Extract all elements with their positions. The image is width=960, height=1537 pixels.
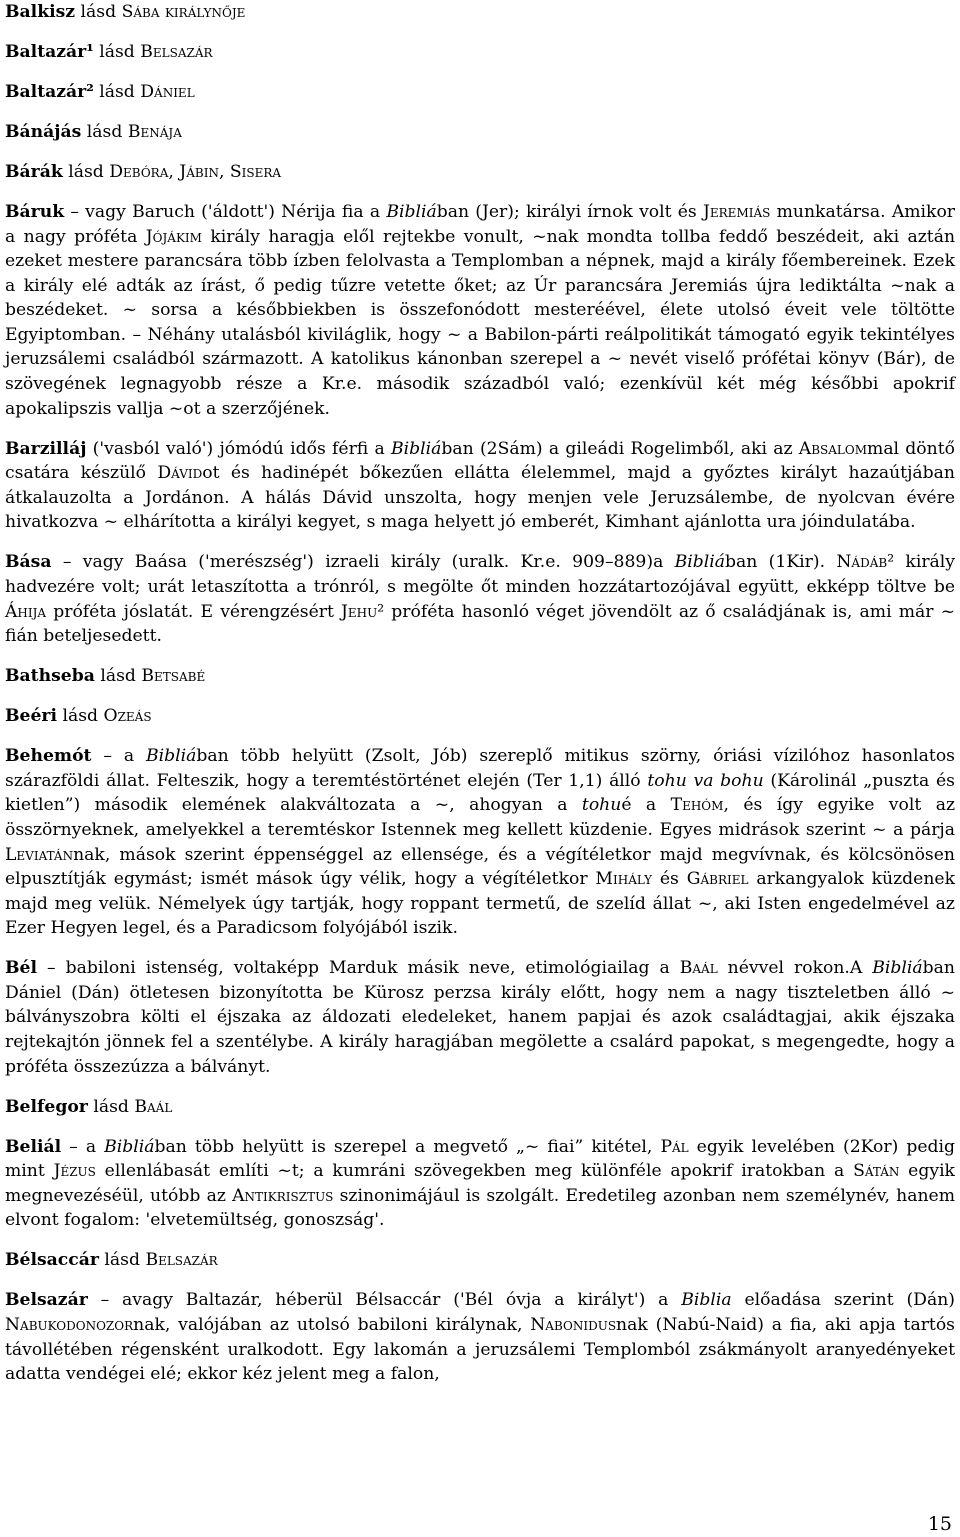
cross-reference: Jehu² (341, 601, 385, 622)
dictionary-entry (5, 1288, 955, 1386)
entry-text: , (218, 161, 230, 182)
cross-reference: Nabukodonozor (5, 1314, 134, 1335)
dictionary-entry (5, 80, 955, 105)
entry-text: lásd (94, 666, 142, 687)
entry-headword: Baltazár¹ (5, 41, 94, 62)
entry-text: lásd (98, 1250, 146, 1271)
italic-text: Biblia (681, 1290, 732, 1311)
entry-text: király hadvezére volt; urát letaszította a trónról, s megölte őt minden hozzátartozójával együtt, ekképp töltve be (5, 552, 956, 598)
entry-text: ban (2Sám) a gileádi Rogelimből, aki az (441, 438, 799, 459)
dictionary-entry (5, 744, 955, 941)
entry-text: lásd (93, 41, 141, 62)
cross-reference: Dániel (140, 81, 195, 102)
entry-text: ban (1Kir). (725, 552, 837, 573)
italic-text: Bibliá (145, 746, 197, 767)
entry-text: munkatársa. Amikor a nagy próféta (5, 201, 956, 247)
entry-headword: Behemót (5, 746, 92, 767)
entry-headword: Bása (5, 552, 52, 573)
cross-reference: Nádáb² (836, 552, 895, 573)
entry-text: lásd (93, 81, 141, 102)
entry-text: (Károlinál „puszta és kietlen”) második elemének alakváltozata a ~, ahogyan a (5, 770, 955, 816)
entry-text: mal döntő csatára készülő (5, 438, 955, 484)
italic-text: Bibliá (391, 438, 442, 459)
italic-text: Bibliá (674, 552, 726, 573)
cross-reference: Leviatán (5, 844, 74, 865)
entry-text: ban több helyütt is szerepel a megvető „~ fiai” kitétel, (154, 1136, 661, 1157)
italic-text: Bibliá (386, 201, 437, 222)
entry-text: – vagy Baruch ('áldott') Nérija fia a (64, 201, 387, 222)
entry-text: ot és hadinépét bőkezűen ellátta élelemmel, majd a győztes királyt hazaútjában átkalauzolta a Jordánon. A hálás Dávid unszolta, hogy menjen vele Jeruzsálembe, de nyolcvan évére hivatkozva ~ elhárította a királyi kegyet, s maga helyett jó emberét, Kimhant ajánlotta ura jóindulatába. (5, 463, 955, 533)
entry-text: névvel rokon.A (717, 958, 873, 979)
cross-reference: Jézus (53, 1161, 96, 1182)
entry-text: nak, mások szerint éppenséggel az ellensége, és a végítéletkor majd megvívnak, és kölcsönösen elpusztítják egymást; ismét mások úgy vélik, hogy a végítéletkor (5, 844, 955, 890)
entry-text: ban több helyütt (Zsolt, Jób) szereplő mitikus szörny, óriási vízilóhoz hasonlatos szárazföldi állat. Felteszik, hogy a teremtéstörténet elején (Ter 1,1) álló (5, 746, 955, 791)
cross-reference: Debóra (109, 161, 169, 182)
cross-reference: Belsazár (145, 1250, 218, 1271)
entry-headword: Baltazár² (5, 81, 94, 102)
cross-reference: Antikrisztus (232, 1185, 334, 1206)
entry-text: próféta hasonló véget jövendölt az ő családjának is, ami már ~ fián beteljesedett. (5, 601, 955, 647)
entry-text: nak (Nabú-Naid) a fia, aki apja tartós távollétében régensként uralkodott. Egy lakomán a jeruzsálemi Templomból zsákmányolt aranyedényeket adatta vendégei elé; ekkor kéz jelent meg a falon, (5, 1314, 955, 1385)
cross-reference: Absalom (798, 438, 868, 459)
cross-reference: Dávid (157, 463, 203, 484)
entry-text: ellenlábasát említi ~t; a kumráni szövegekben meg különféle apokrif iratokban a (95, 1161, 854, 1182)
entry-headword: Bélsaccár (5, 1250, 99, 1271)
entry-text: ('vasból való') jómódú idős férfi a (86, 438, 391, 459)
entry-headword: Báruk (5, 201, 65, 222)
cross-reference: Áhija (5, 601, 47, 622)
dictionary-entry (5, 956, 955, 1079)
dictionary-entry (5, 550, 955, 648)
entry-text: szinonimájául is szolgált. Eredetileg azonban nem személynév, hanem elvont fogalom: 'elvetemültség, gonoszság'. (5, 1185, 955, 1231)
cross-reference: Jeremiás (703, 201, 771, 222)
dictionary-entry (5, 437, 955, 535)
dictionary-entry (5, 0, 955, 25)
cross-reference: Benája (127, 121, 182, 142)
entry-text: nak, valójában az utolsó babiloni királynak, (133, 1314, 531, 1335)
cross-reference: Jójákim (145, 226, 202, 247)
cross-reference: Sátán (853, 1161, 900, 1182)
italic-text: tohu (581, 795, 622, 816)
dictionary-entry (5, 40, 955, 65)
page-number: 15 (927, 1513, 952, 1535)
entry-text: lásd (75, 2, 122, 22)
italic-text: Bibliá (104, 1136, 155, 1157)
cross-reference: Betsabé (141, 666, 206, 687)
entry-text: lásd (87, 1096, 135, 1117)
entry-text: ban Dániel (Dán) ötletesen bizonyította be Kürosz perzsa király előtt, hogy nem a nagy tiszteletben álló ~ bálványszobra költi el éjszaka az áldozati eledeleket, hanem papjai és azok családtagjai, akik éjszaka rejtekajtón jönnek fel a szentélybe. A király haragjában megölette a csalárd papokat, s megengedte, hogy a próféta összezúzza a bálványt. (5, 958, 955, 1077)
cross-reference: Nabonidus (530, 1314, 617, 1335)
cross-reference: Gábriel (686, 869, 749, 890)
entry-headword: Barzilláj (5, 438, 87, 459)
entry-headword: Balkisz (5, 2, 76, 22)
entry-text: – vagy Baása ('merészség') izraeli király (uralk. Kr.e. 909–889)a (51, 552, 675, 573)
cross-reference: Baál (134, 1096, 173, 1117)
entry-text: király haragja elől rejtekbe vonult, ~nak mondta tollba feddő beszédeit, aki aztán ezeket mestere parancsára több ízben felolvasta a Templomban a népnek, majd a király főembereinek. Ezek a király elé adták az írást, ő pedig tűzre vetette őket; az Úr parancsára Jeremiás újra lediktálta ~nak a beszédeket. ~ sorsa a későbbiekben is összefonódott mesteréével, élete utolsó éveit vele töltötte Egyiptomban. – Néhány utalásból kiviláglik, hogy ~ a Babilon-párti reálpolitikát támogató egyik tekintélyes jeruzsálemi családból származott. A katolikus kánonban szerepel a ~ nevét viselő prófétai könyv (Bár), de szövegének legnagyobb része a Kr.e. második századból való; ezenkívül két még későbbi apokrif apokalipszis vallja ~ot a szerzőjének. (5, 226, 956, 419)
cross-reference: Sisera (229, 161, 282, 182)
dictionary-page (5, 0, 955, 1387)
entry-headword: Belsazár (5, 1290, 88, 1311)
entry-text: ban (Jer); királyi írnok volt és (436, 201, 703, 222)
entry-headword: Bathseba (5, 666, 95, 687)
entry-text: – avagy Baltazár, héberül Bélsaccár ('Bél óvja a királyt') a (87, 1290, 682, 1311)
italic-text: tohu va bohu (647, 770, 764, 791)
entry-text: és (652, 869, 687, 890)
entry-text: – a (91, 746, 146, 767)
entry-text: , és így egyike volt az összörnyeknek, amelyekkel a teremtéskor Istennek meg kellett küzdenie. Egyes midrások szerint ~ a párja (5, 795, 955, 840)
entry-text: – a (61, 1136, 105, 1157)
dictionary-entry (5, 1095, 955, 1120)
entry-headword: Beliál (5, 1136, 62, 1157)
entry-text: próféta jóslatát. E vérengzésért (46, 601, 342, 622)
entry-headword: Belfegor (5, 1096, 88, 1117)
entry-text: lásd (81, 121, 128, 142)
dictionary-entry (5, 1135, 955, 1233)
entry-headword: Bánájás (5, 121, 82, 142)
dictionary-entry (5, 1248, 955, 1273)
dictionary-entry (5, 120, 955, 145)
entry-text: – babiloni istenség, voltaképp Marduk másik neve, etimológiailag a (37, 958, 680, 979)
cross-reference: Mihály (595, 869, 653, 890)
cross-reference: Jábin (179, 161, 219, 182)
dictionary-entry (5, 704, 955, 729)
entry-text: előadása szerint (Dán) (731, 1290, 955, 1311)
entry-headword: Beéri (5, 706, 57, 727)
dictionary-entry (5, 664, 955, 689)
cross-reference: Belsazár (140, 41, 213, 62)
cross-reference: Ozeás (103, 706, 152, 727)
entry-text: é a (621, 795, 671, 816)
cross-reference: Pál (660, 1136, 689, 1157)
entry-text: egyik levelében (2Kor) pedig mint (5, 1136, 956, 1182)
entry-text: egyik megnevezéséül, utóbb az (5, 1161, 955, 1206)
entry-text: , (168, 161, 180, 182)
entry-text: lásd (62, 161, 110, 182)
cross-reference: Baál (679, 958, 718, 979)
cross-reference: Sába királynője (121, 2, 246, 22)
entry-text: arkangyalok küzdenek majd meg velük. Némelyek úgy tartják, hogy roppant termetű, de szelíd állat ~, aki Isten engedelmével az Ezer Hegyen legel, és a Paradicsom folyójából iszik. (5, 869, 955, 939)
cross-reference: Tehóm (670, 795, 724, 816)
entry-headword: Bél (5, 958, 37, 979)
dictionary-entry (5, 160, 955, 185)
entry-text: lásd (56, 706, 104, 727)
italic-text: Bibliá (872, 958, 923, 979)
dictionary-entry (5, 200, 955, 421)
entry-headword: Bárák (5, 161, 63, 182)
